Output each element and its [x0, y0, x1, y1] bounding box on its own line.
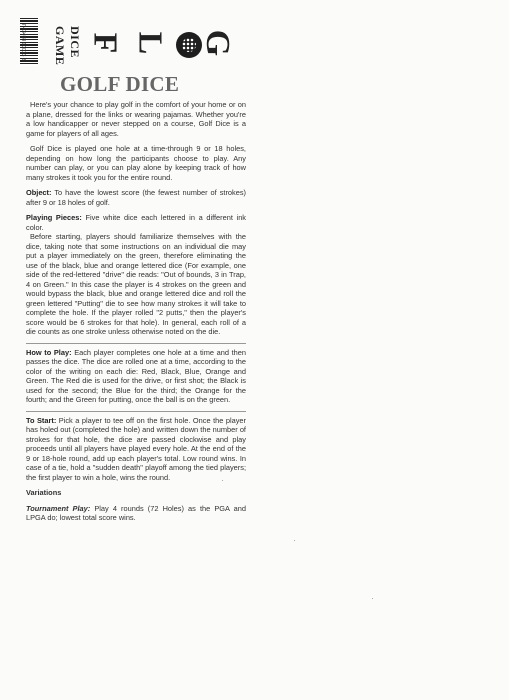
game-label: GAME — [53, 26, 67, 66]
divider — [26, 343, 246, 344]
speck — [222, 480, 223, 481]
instruction-panel — [16, 0, 246, 700]
dice-game-label — [52, 26, 82, 65]
tournament-paragraph — [26, 504, 246, 523]
speck — [294, 540, 295, 541]
rules-text — [26, 100, 246, 529]
to-start-text: Pick a player to tee off on the first hole. Once the player has holed out (completed the hole) and written down the number of strokes for that hole, the dice are passed clockwise and play proceeds until all players have played every hole. At the end of the 9 or 18-hole round, add up each player's total. Low round wins. In case of a tie, hold a "sudden death" playoff among the tied players; the first player to win a hole, wins the round. — [26, 415, 246, 482]
page-title: GOLF DICE — [60, 72, 180, 96]
letter-g: G — [199, 29, 237, 57]
letter-l: L — [131, 31, 169, 55]
intro-paragraph-2: Golf Dice is played one hole at a time-through 9 or 18 holes, depending on how long the participants choose to play. Any number can play, or you can play alone by keeping track of how many strokes it took you for the entire round. — [26, 144, 246, 182]
dice-label: DICE — [68, 26, 82, 59]
to-start-paragraph — [26, 416, 246, 483]
object-paragraph — [26, 188, 246, 207]
barcode-number: 7 43458 10013 3 — [20, 23, 26, 61]
how-to-play-paragraph — [26, 348, 246, 405]
divider — [26, 411, 246, 412]
playing-pieces-paragraph — [26, 213, 246, 232]
how-to-play-label: How to Play: — [26, 347, 72, 357]
variations-heading: Variations — [26, 488, 62, 497]
header-strip — [16, 8, 240, 64]
speck — [372, 598, 373, 599]
playing-pieces-text: Five white dice each lettered in a different ink color. — [26, 213, 246, 232]
object-label: Object: — [26, 188, 52, 197]
intro-paragraph: Here's your chance to play golf in the comfort of your home or on a plane, dressed for the links or wearing pajamas. Whether you're a low handicapper or never stepped on a course, Golf Dice is a game for players of all ages. — [26, 100, 246, 138]
tournament-label: Tournament Play: — [26, 503, 91, 513]
tournament-text: Play 4 rounds (72 Holes) as the PGA and LPGA do; lowest total score wins. — [26, 503, 246, 522]
golf-ball-icon — [176, 32, 202, 58]
playing-pieces-detail: Before starting, players should familiarize themselves with the dice, taking note that some instructions on an individual die may put a player immediately on the green, therefore eliminating the use of the black, blue and orange lettered dice (For example, one side of the red-lettered "drive" die reads: "Out of bounds, 3 in Trap, 4 on Green." In this case the player is 4 strokes on the green and would bypass the black, blue and orange lettered dice and roll the green lettered "Putting" die to see how many strokes it will take to complete the hole. If the player rolled "2 putts," then the player's score would be 6 strokes for that hole). In general, each roll of a die counts as one stroke unless otherwise noted on the die. — [26, 232, 246, 336]
how-to-play-text: Each player completes one hole at a time and then passes the dice. The dice are rolled one at a time, according to the color of the writing on each die: Red, Black, Blue, Orange and Green. The Red die is used for the drive, or first shot; the Black is used for the second; the Blue for the third; the Orange for the fourth; and the Green for putting, once the ball is on the green. — [26, 347, 246, 404]
to-start-label: To Start: — [26, 415, 57, 425]
object-text: To have the lowest score (the fewest number of strokes) after 9 or 18 holes of golf. — [26, 188, 246, 207]
playing-pieces-label: Playing Pieces: — [26, 213, 82, 222]
letter-f: F — [86, 32, 124, 54]
